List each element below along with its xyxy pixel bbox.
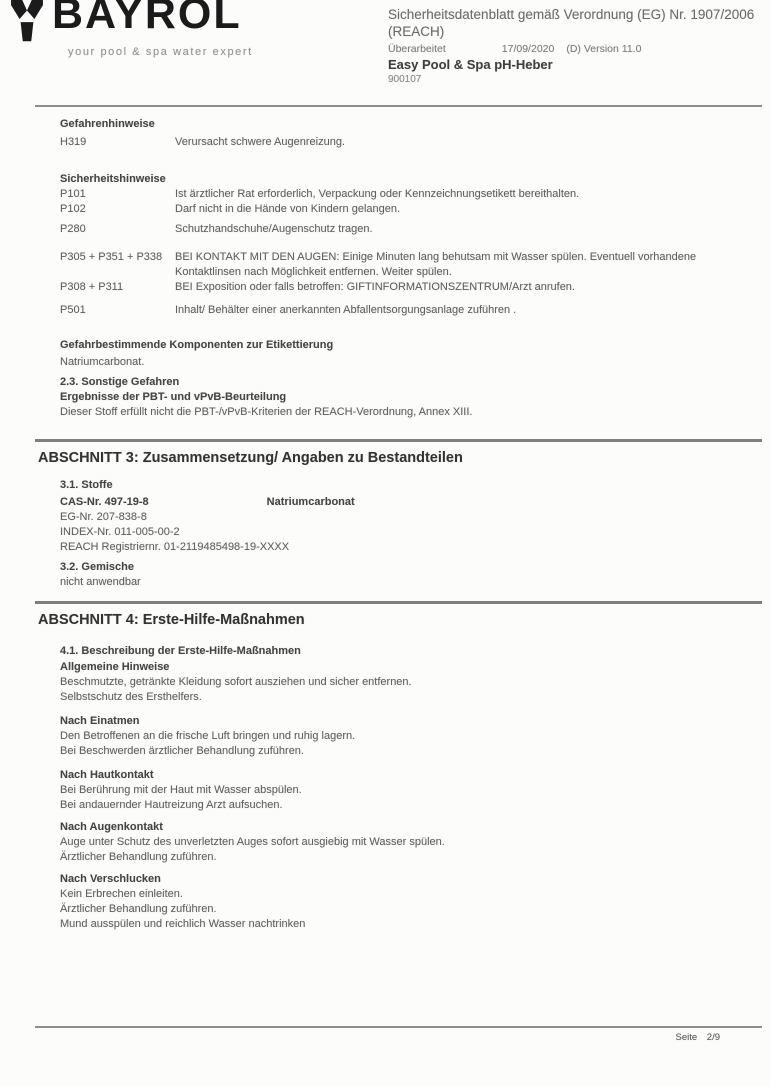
version-label: (D) Version 11.0 <box>566 43 642 55</box>
header-divider <box>35 105 762 107</box>
p-text: BEI Exposition oder falls betroffen: GIFTINFORMATIONSZENTRUM/Arzt anrufen. <box>175 281 575 293</box>
p-statement-row <box>60 187 762 202</box>
first-aid-block-heading: Allgemeine Hinweise <box>60 661 170 673</box>
first-aid-block-general <box>60 660 762 705</box>
first-aid-intro-heading: 4.1. Beschreibung der Erste-Hilfe-Maßnahmen <box>60 645 301 657</box>
eg-number: EG-Nr. 207-838-8 <box>60 511 147 523</box>
document-title: Sicherheitsdatenblatt gemäß Verordnung (EG) Nr. 1907/2006 (REACH) <box>388 7 755 39</box>
section4-divider <box>35 601 762 604</box>
p-code: P280 <box>60 223 86 235</box>
first-aid-line: Ärztlicher Behandlung zuführen. <box>60 851 217 863</box>
section3-divider <box>35 439 762 442</box>
footer-divider <box>35 1026 762 1028</box>
first-aid-block-heading: Nach Einatmen <box>60 715 140 727</box>
first-aid-line: Auge unter Schutz des unverletzten Auges sofort ausgiebig mit Wasser spülen. <box>60 836 445 848</box>
page-value: 2/9 <box>706 1032 720 1043</box>
first-aid-intro <box>60 644 762 659</box>
first-aid-block-inhalation <box>60 714 762 759</box>
first-aid-line: Bei andauernder Hautreizung Arzt aufsuchen. <box>60 799 283 811</box>
revised-date: 17/09/2020 <box>501 43 555 55</box>
cas-row <box>60 495 762 510</box>
page-label: Seite <box>675 1032 698 1043</box>
bayrol-y-icon <box>10 0 44 42</box>
first-aid-block-skin <box>60 768 762 813</box>
p-code: P501 <box>60 304 86 316</box>
first-aid-line: Den Betroffenen an die frische Luft bringen und ruhig lagern. <box>60 730 356 742</box>
document-info <box>388 6 758 85</box>
product-name: Easy Pool & Spa pH-Heber <box>388 57 553 72</box>
first-aid-line: Mund ausspülen und reichlich Wasser nachtrinken <box>60 918 306 930</box>
pbt-heading: Ergebnisse der PBT- und vPvB-Beurteilung <box>60 391 287 403</box>
h-code: H319 <box>60 136 87 148</box>
first-aid-line: Bei Beschwerden ärztlicher Behandlung zuführen. <box>60 745 304 757</box>
revision-row <box>388 43 758 55</box>
hazard-statements <box>60 117 762 150</box>
substances-block <box>60 478 762 555</box>
first-aid-block-eyes <box>60 820 762 865</box>
reach-registration-number: REACH Registriernr. 01-2119485498-19-XXXX <box>60 541 290 553</box>
h-statement-row <box>60 135 762 150</box>
other-hazards-heading: 2.3. Sonstige Gefahren <box>60 376 180 388</box>
product-code: 900107 <box>388 74 422 85</box>
p-statement-row <box>60 303 762 318</box>
index-number: INDEX-Nr. 011-005-00-2 <box>60 526 180 538</box>
p-code: P102 <box>60 203 86 215</box>
cas-number: CAS-Nr. 497-19-8 <box>60 496 149 508</box>
mixtures-block <box>60 560 762 590</box>
first-aid-line: Selbstschutz des Ersthelfers. <box>60 691 202 703</box>
p-text: Schutzhandschuhe/Augenschutz tragen. <box>175 223 373 235</box>
first-aid-line: Kein Erbrechen einleiten. <box>60 888 183 900</box>
substances-heading: 3.1. Stoffe <box>60 479 113 491</box>
p-text: Darf nicht in die Hände von Kindern gelangen. <box>175 203 401 215</box>
page-number <box>675 1032 720 1043</box>
p-statement-row <box>60 280 762 295</box>
p-code: P308 + P311 <box>60 281 124 293</box>
revised-label: Überarbeitet <box>388 43 446 55</box>
first-aid-block-heading: Nach Hautkontakt <box>60 769 154 781</box>
labelling-heading: Gefahrbestimmende Komponenten zur Etikettierung <box>60 339 334 351</box>
logo-tagline: your pool & spa water expert <box>68 46 253 58</box>
first-aid-block-ingestion <box>60 872 762 932</box>
p-code: P305 + P351 + P338 <box>60 251 163 263</box>
p-statement-row <box>60 202 762 217</box>
substance-name: Natriumcarbonat <box>266 496 355 508</box>
logo-wordmark: BAYROL <box>52 0 242 38</box>
bayrol-logo <box>10 0 253 58</box>
section3-title: ABSCHNITT 3: Zusammensetzung/ Angaben zu Bestandteilen <box>38 450 463 466</box>
mixtures-text: nicht anwendbar <box>60 576 141 588</box>
first-aid-block-heading: Nach Verschlucken <box>60 873 161 885</box>
p-text: Ist ärztlicher Rat erforderlich, Verpackung oder Kennzeichnungsetikett bereithalten. <box>175 188 580 200</box>
mixtures-heading: 3.2. Gemische <box>60 561 134 573</box>
p-statement-row <box>60 222 762 237</box>
first-aid-block-heading: Nach Augenkontakt <box>60 821 163 833</box>
section4-title: ABSCHNITT 4: Erste-Hilfe-Maßnahmen <box>38 612 305 628</box>
first-aid-line: Beschmutzte, getränkte Kleidung sofort ausziehen und sicher entfernen. <box>60 676 412 688</box>
p-statement-row <box>60 250 762 280</box>
first-aid-line: Ärztlicher Behandlung zuführen. <box>60 903 217 915</box>
p-text: Inhalt/ Behälter einer anerkannten Abfallentsorgungsanlage zuführen . <box>175 304 517 316</box>
labelling-components <box>60 338 762 370</box>
pbt-text: Dieser Stoff erfüllt nicht die PBT-/vPvB-Kriterien der REACH-Verordnung, Annex XIII. <box>60 406 473 418</box>
precaution-heading: Sicherheitshinweise <box>60 173 166 185</box>
h-text: Verursacht schwere Augenreizung. <box>175 136 345 148</box>
labelling-text: Natriumcarbonat. <box>60 356 145 368</box>
precautionary-statements <box>60 172 762 318</box>
p-code: P101 <box>60 188 86 200</box>
p-text: BEI KONTAKT MIT DEN AUGEN: Einige Minuten lang behutsam mit Wasser spülen. Eventuell vorhandene Kontaktlinsen nach Möglichkeit entfernen. Weiter spülen. <box>175 251 697 278</box>
first-aid-line: Bei Berührung mit der Haut mit Wasser abspülen. <box>60 784 302 796</box>
other-hazards <box>60 375 762 420</box>
hazard-heading: Gefahrenhinweise <box>60 118 155 130</box>
